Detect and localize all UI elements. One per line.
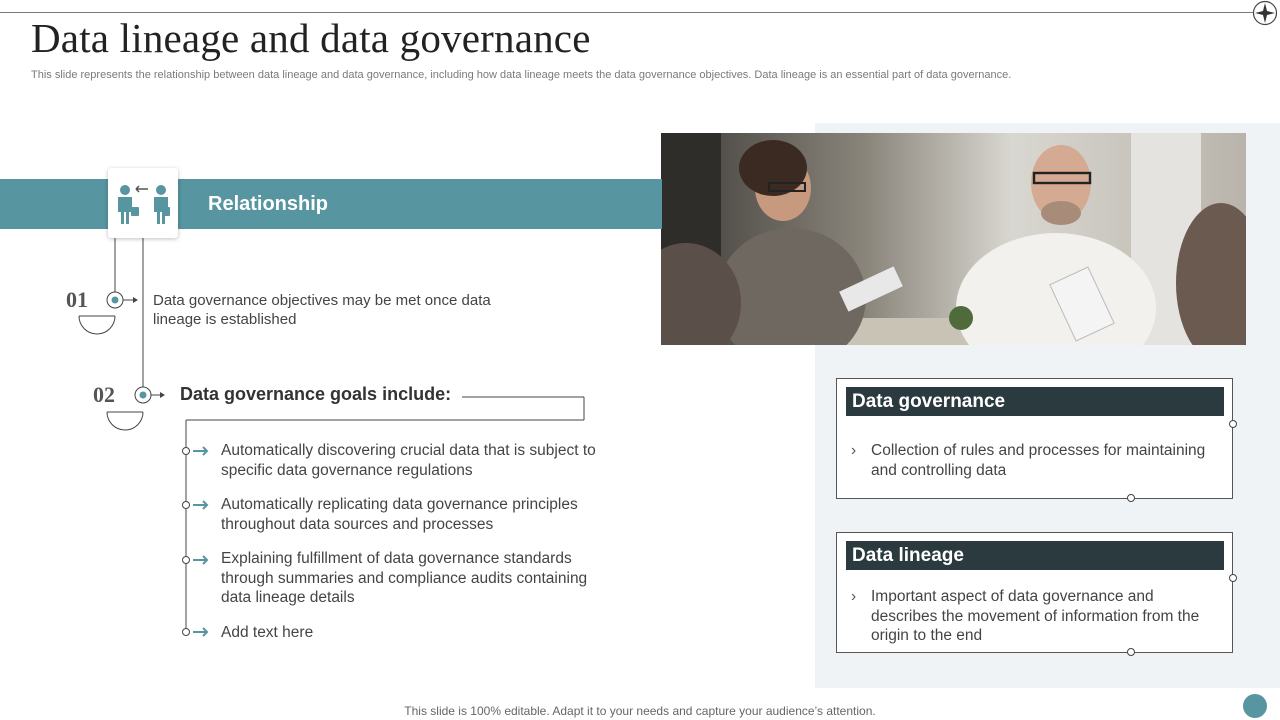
item-number: 01 <box>66 287 88 312</box>
goal-item: Automatically discovering crucial data that is subject to specific data governance regulations <box>221 442 596 479</box>
relationship-label: Relationship <box>208 193 329 215</box>
card-text: Important aspect of data governance and describes the movement of information from the origin to the end <box>871 588 1200 644</box>
page-title: Data lineage and data governance <box>31 15 591 61</box>
card-connector <box>1120 414 1245 506</box>
card-connector <box>1120 568 1245 660</box>
goal-item: Explaining fulfillment of data governance standards through summaries and compliance audits containing data lineage details <box>221 550 588 606</box>
circle-dot-icon <box>1243 694 1267 718</box>
item-number: 02 <box>93 382 115 407</box>
footer-note: This slide is 100% editable. Adapt it to your needs and capture your audience’s attention. <box>404 704 876 718</box>
card-title: Data governance <box>846 387 1224 416</box>
item-text: Data governance objectives may be met once data lineage is established <box>153 292 491 328</box>
compass-star-icon <box>1252 0 1278 26</box>
goal-item: Add text here <box>221 624 314 641</box>
meeting-photo <box>661 133 1246 345</box>
page-subtitle: This slide represents the relationship between data lineage and data governance, including how data lineage meets the data governance objectives. Data lineage is an essential part of data governance. <box>31 69 1012 81</box>
people-exchange-icon <box>108 168 178 238</box>
goal-item: Automatically replicating data governance principles throughout data sources and processes <box>221 496 578 533</box>
chevron-right-icon: › <box>851 442 857 459</box>
card-title: Data lineage <box>846 541 1224 570</box>
card-text: Collection of rules and processes for maintaining and controlling data <box>871 442 1206 479</box>
top-rule <box>0 12 1256 13</box>
relationship-icon-box <box>108 168 178 238</box>
goals-heading: Data governance goals include: <box>180 384 452 404</box>
chevron-right-icon: › <box>851 588 857 605</box>
relationship-band <box>0 179 662 229</box>
